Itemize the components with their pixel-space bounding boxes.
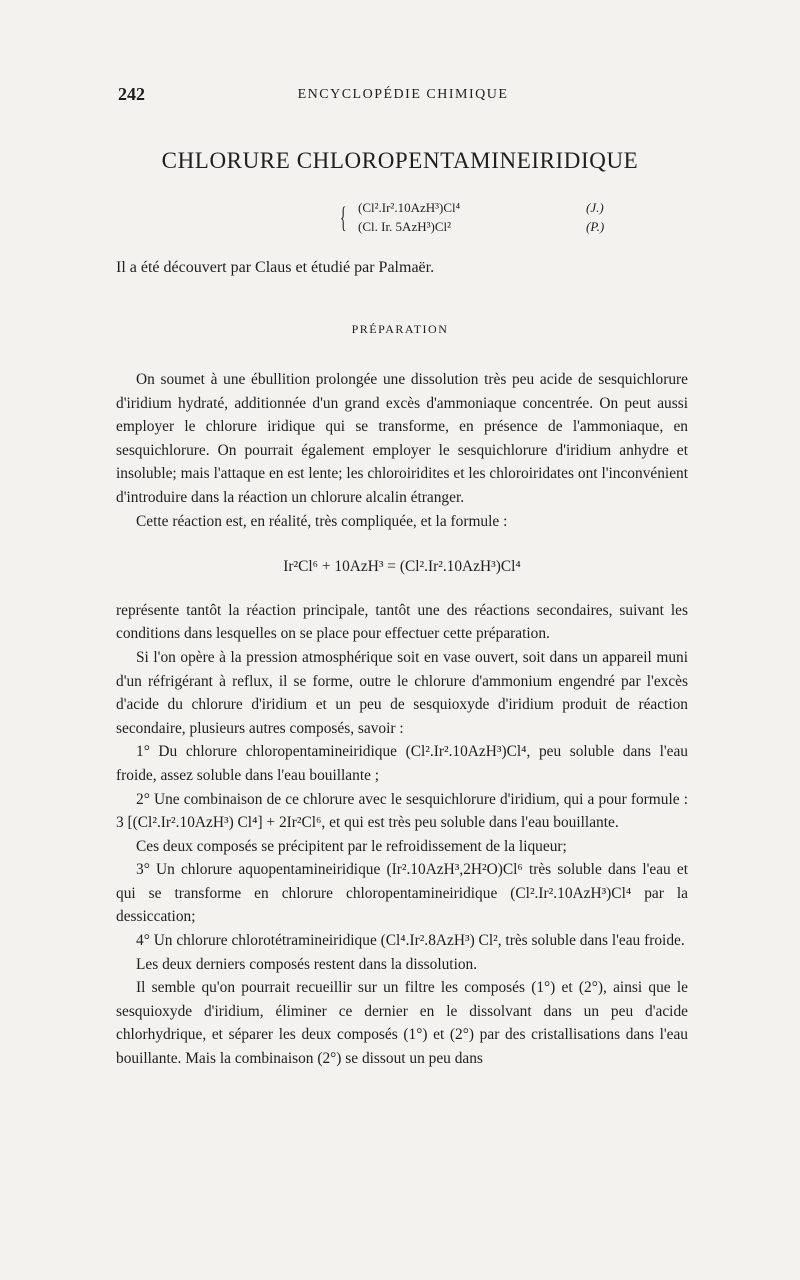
formula-text: (Cl. Ir. 5AzH³)Cl² [358,219,452,234]
paragraph: Si l'on opère à la pression atmosphérique soit en vase ouvert, soit dans un appareil muni d'un réfrigérant à reflux, il se forme, outre le chlorure d'ammonium engendré par l'excès d'acide du chlorure d'iridium et un peu de sesquioxyde d'iridium produit de réaction secondaire, plusieurs autres composés, savoir : [116,648,688,737]
article-title: CHLORURE CHLOROPENTAMINEIRIDIQUE [161,148,639,173]
running-header [118,84,688,108]
formula-ref: (J.) [586,200,604,215]
paragraph: Les deux derniers composés restent dans la dissolution. [136,955,478,973]
running-title: ENCYCLOPÉDIE CHIMIQUE [297,87,509,102]
list-item: 1° Du chlorure chloropentamineiridique (Cl².Ir².10AzH³)Cl⁴, peu soluble dans l'eau froide, assez soluble dans l'eau bouillante ; [116,743,688,784]
list-item: 4° Un chlorure chlorotétramineiridique (Cl⁴.Ir².8AzH³) Cl², très soluble dans l'eau froide. [136,932,685,950]
brace-glyph: { [340,201,347,234]
formula-line [358,200,604,216]
section-heading: PRÉPARATION [351,322,449,336]
formula-text: (Cl².Ir².10AzH³)Cl⁴ [358,200,461,215]
paragraph: On soumet à une ébullition prolongée une dissolution très peu acide de sesquichlorure d'iridium hydraté, additionnée d'un grand excès d'ammoniaque concentrée. On peut aussi employer le chlorure iridique qui se transforme, en présence de l'ammoniaque, en sesquichlorure. On pourrait également employer le sesquichlorure d'iridium anhydre et insoluble; mais l'attaque en est lente; les chloroiridites et les chloroiridates ont l'inconvénient d'introduire dans la réaction un chlorure alcalin étranger. [116,371,688,506]
list-item: 3° Un chlorure aquopentamineiridique (Ir².10AzH³,2H²O)Cl⁶ très soluble dans l'eau et qui se transforme en chlorure chloropentamineiridique (Cl².Ir².10AzH³)Cl⁴ par la dessiccation; [116,861,688,926]
list-item: 2° Une combinaison de ce chlorure avec le sesquichlorure d'iridium, qui a pour formule : 3 [(Cl².Ir².10AzH³) Cl⁴] + 2Ir²Cl⁶, et qui est très peu soluble dans l'eau bouillante. [116,790,688,832]
paragraph: Il semble qu'on pourrait recueillir sur un filtre les composés (1°) et (2°), ainsi que le sesquioxyde d'iridium, éliminer ce dernier en le dissolvant dans un peu d'acide chlorhydrique, et séparer les deux composés (1°) et (2°) par des cristallisations dans l'eau bouillante. Mais la combinaison (2°) se dissout un peu dans [116,979,688,1068]
formula-line [358,219,605,235]
paragraph: représente tantôt la réaction principale, tantôt une des réactions secondaires, suivant les conditions dans lesquelles on se place pour effectuer cette préparation. [116,601,688,643]
body-text [116,368,688,1071]
paragraph: Ces deux composés se précipitent par le refroidissement de la liqueur; [136,837,567,855]
page-number: 242 [118,84,145,104]
formula-ref: (P.) [586,219,605,234]
intro-sentence: Il a été découvert par Claus et étudié par Palmaër. [116,259,435,276]
formula-block [340,196,605,244]
equation: Ir²Cl⁶ + 10AzH³ = (Cl².Ir².10AzH³)Cl⁴ [283,558,521,576]
paragraph: Cette réaction est, en réalité, très compliquée, et la formule : [136,512,508,530]
